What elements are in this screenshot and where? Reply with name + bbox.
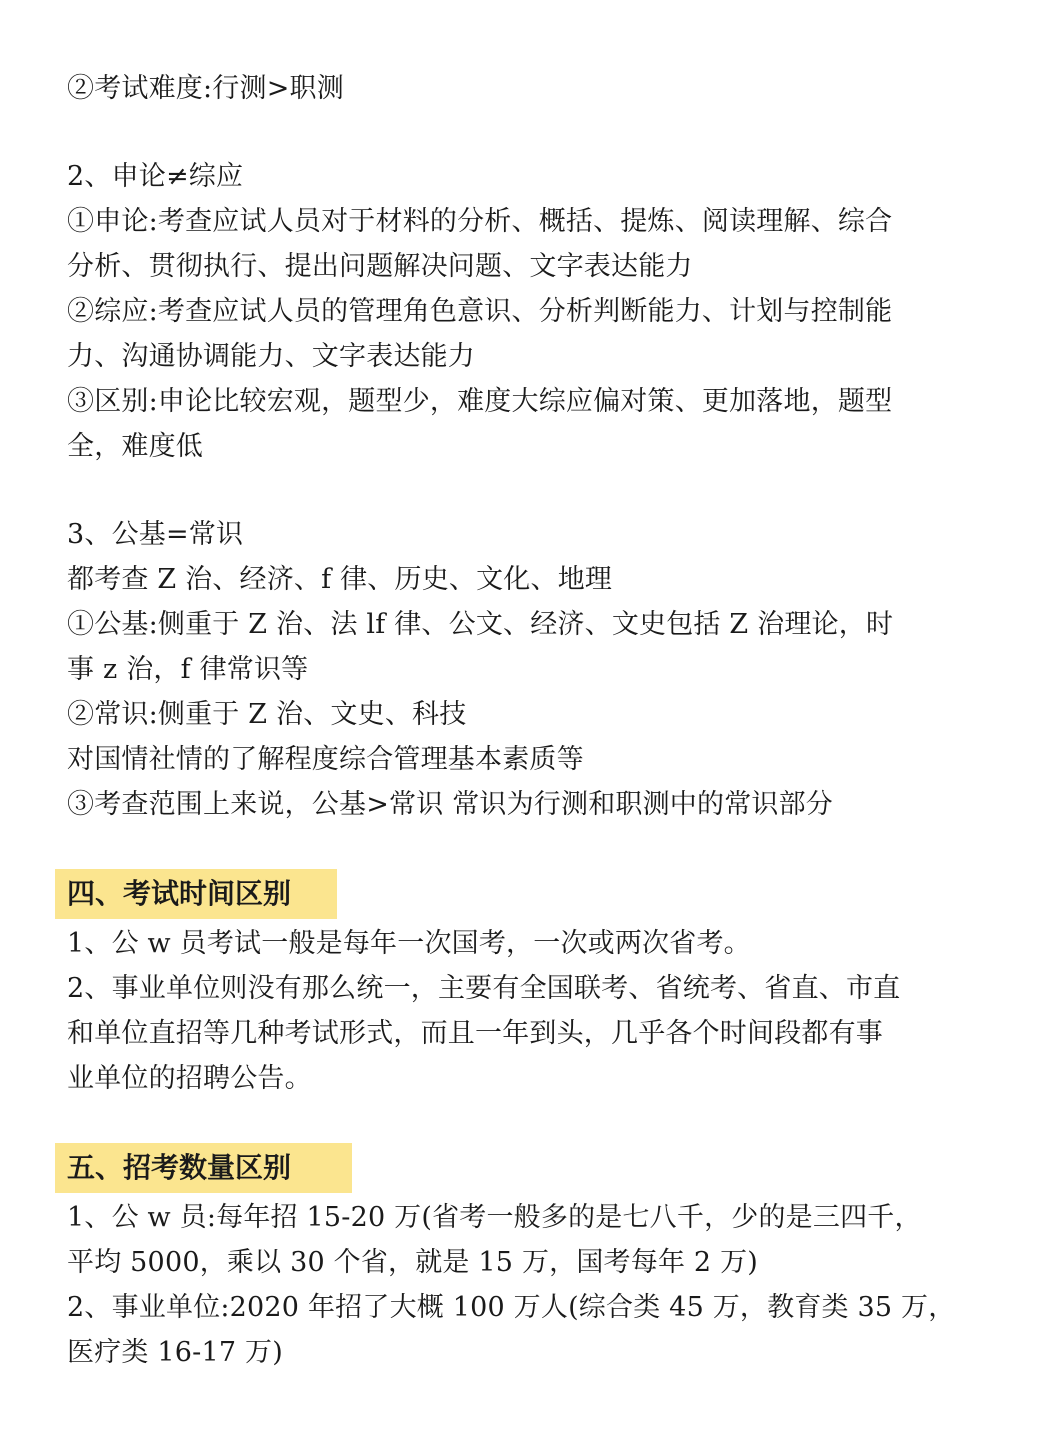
text-line: 和单位直招等几种考试形式，而且一年到头，几乎各个时间段都有事 (67, 1018, 883, 1049)
text-line: 全，难度低 (67, 431, 203, 462)
section-heading-text: 五、招考数量区别 (67, 1151, 292, 1184)
text-line: ②考试难度:行测>职测 (67, 73, 344, 104)
text-line: ①申论:考查应试人员对于材料的分析、概括、提炼、阅读理解、综合 (67, 206, 893, 237)
text-line: 3、公基=常识 (67, 519, 244, 550)
section-heading-text: 四、考试时间区别 (67, 877, 292, 910)
paragraph-gap (67, 111, 967, 154)
text-line: 平均 5000，乘以 30 个省，就是 15 万，国考每年 2 万) (67, 1247, 759, 1278)
text-line: ①公基:侧重于 Z 治、法 lf 律、公文、经济、文史包括 Z 治理论，时 (67, 609, 894, 640)
text-line: 2、事业单位:2020 年招了大概 100 万人(综合类 45 万，教育类 35 万， (67, 1292, 956, 1323)
text-line: 2、申论≠综应 (67, 161, 244, 192)
text-line: 分析、贯彻执行、提出问题解决问题、文字表达能力 (67, 251, 693, 282)
text-line: 业单位的招聘公告。 (67, 1063, 312, 1094)
paragraph-gap (67, 469, 967, 512)
text-line: 1、公 w 员:每年招 15-20 万(省考一般多的是七八千，少的是三四千， (67, 1202, 922, 1233)
text-line: 事 z 治，f 律常识等 (67, 654, 309, 685)
text-line: ③区别:申论比较宏观，题型少，难度大综应偏对策、更加落地，题型 (67, 386, 893, 417)
section-heading (67, 1141, 967, 1195)
text-line: 力、沟通协调能力、文字表达能力 (67, 341, 475, 372)
text-line: ②常识:侧重于 Z 治、文史、科技 (67, 699, 467, 730)
section-heading (67, 867, 967, 921)
paragraph-gap (67, 827, 967, 867)
text-line: ②综应:考查应试人员的管理角色意识、分析判断能力、计划与控制能 (67, 296, 893, 327)
text-line: 2、事业单位则没有那么统一，主要有全国联考、省统考、省直、市直 (67, 973, 901, 1004)
text-line: 1、公 w 员考试一般是每年一次国考，一次或两次省考。 (67, 928, 751, 959)
text-line: ③考查范围上来说，公基>常识 常识为行测和职测中的常识部分 (67, 789, 834, 820)
text-line: 都考查 Z 治、经济、f 律、历史、文化、地理 (67, 564, 613, 595)
paragraph-gap (67, 1101, 967, 1141)
document-page (67, 66, 967, 1375)
text-line: 医疗类 16-17 万) (67, 1337, 283, 1368)
text-line: 对国情社情的了解程度综合管理基本素质等 (67, 744, 584, 775)
